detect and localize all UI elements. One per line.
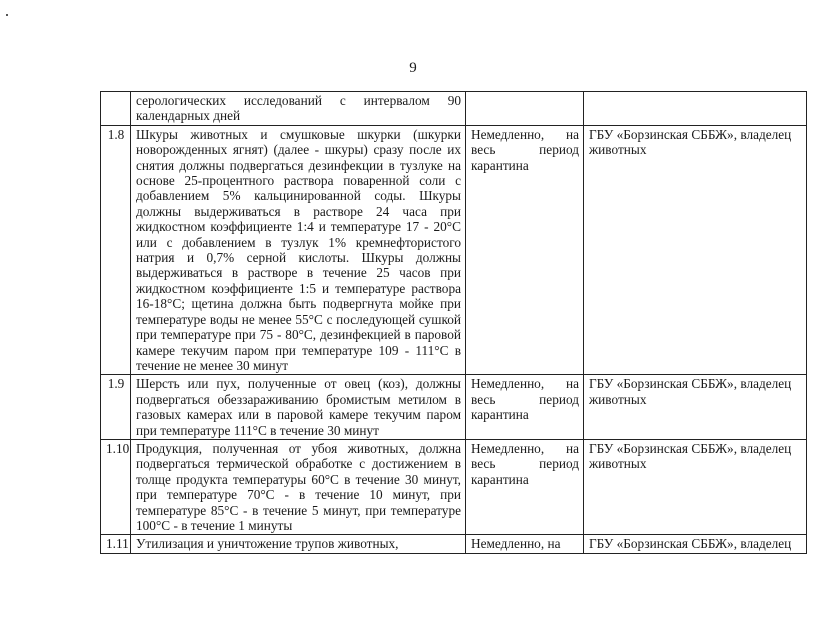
measure-term: Немедленно, на весь период карантина	[466, 375, 584, 440]
measure-description: Шерсть или пух, полученные от овец (коз), должны подвергаться обеззараживанию бромистым метилом в газовых камерах или в паровой камере текучим паром при температуре 111°С в течение 30 минут	[131, 375, 466, 440]
measure-responsible: ГБУ «Борзинская СББЖ», владелец животных	[584, 125, 807, 375]
page-number: 9	[409, 60, 417, 76]
row-number: 1.11	[101, 535, 131, 553]
measure-description: Продукция, полученная от убоя животных, должна подвергаться термической обработке с достижением в толще продукта температуры 60°С в течение 30 минут, при температуре 70°С - в течение 10 минут, при температуре 85°С - в течение 5 минут, при температуре 100°С - в течение 1 минуты	[131, 439, 466, 534]
table-row	[101, 375, 807, 440]
table-row	[101, 125, 807, 375]
row-number	[101, 92, 131, 126]
measure-description: серологических исследований с интервалом 90 календарных дней	[131, 92, 466, 126]
measure-responsible: ГБУ «Борзинская СББЖ», владелец	[584, 535, 807, 553]
row-number: 1.8	[101, 125, 131, 375]
measure-responsible	[584, 92, 807, 126]
measure-term: Немедленно, на весь период карантина	[466, 439, 584, 534]
table-row	[101, 535, 807, 553]
table-row	[101, 92, 807, 126]
measure-description: Шкуры животных и смушковые шкурки (шкурки новорожденных ягнят) (далее - шкуры) сразу после их снятия должны подвергаться дезинфекции в тузлуке на основе 25-процентного раствора поваренной соли с добавлением 5% кальцинированной соды. Шкуры должны выдерживаться в растворе 24 часа при жидкостном коэффициенте 1:4 и температуре 17 - 20°С или с добавлением в тузлук 1% кремнефтористого натрия и 0,7% серной кислоты. Шкуры должны выдерживаться в растворе в течение 25 часов при жидкостном коэффициенте 1:5 и температуре раствора 16-18°С; щетина должна быть подвергнута мойке при температуре воды не менее 55°С с последующей сушкой при температуре при 75 - 80°С, дезинфекцией в паровой камере текучим паром при температуре 109 - 111°С в течение не менее 30 минут	[131, 125, 466, 375]
measure-responsible: ГБУ «Борзинская СББЖ», владелец животных	[584, 375, 807, 440]
measures-table	[100, 91, 807, 554]
table-row	[101, 439, 807, 534]
scan-mark	[6, 14, 8, 16]
measure-term	[466, 92, 584, 126]
row-number: 1.10	[101, 439, 131, 534]
measure-term: Немедленно, на весь период карантина	[466, 125, 584, 375]
measure-responsible: ГБУ «Борзинская СББЖ», владелец животных	[584, 439, 807, 534]
measure-term: Немедленно, на	[466, 535, 584, 553]
row-number: 1.9	[101, 375, 131, 440]
measure-description: Утилизация и уничтожение трупов животных,	[131, 535, 466, 553]
